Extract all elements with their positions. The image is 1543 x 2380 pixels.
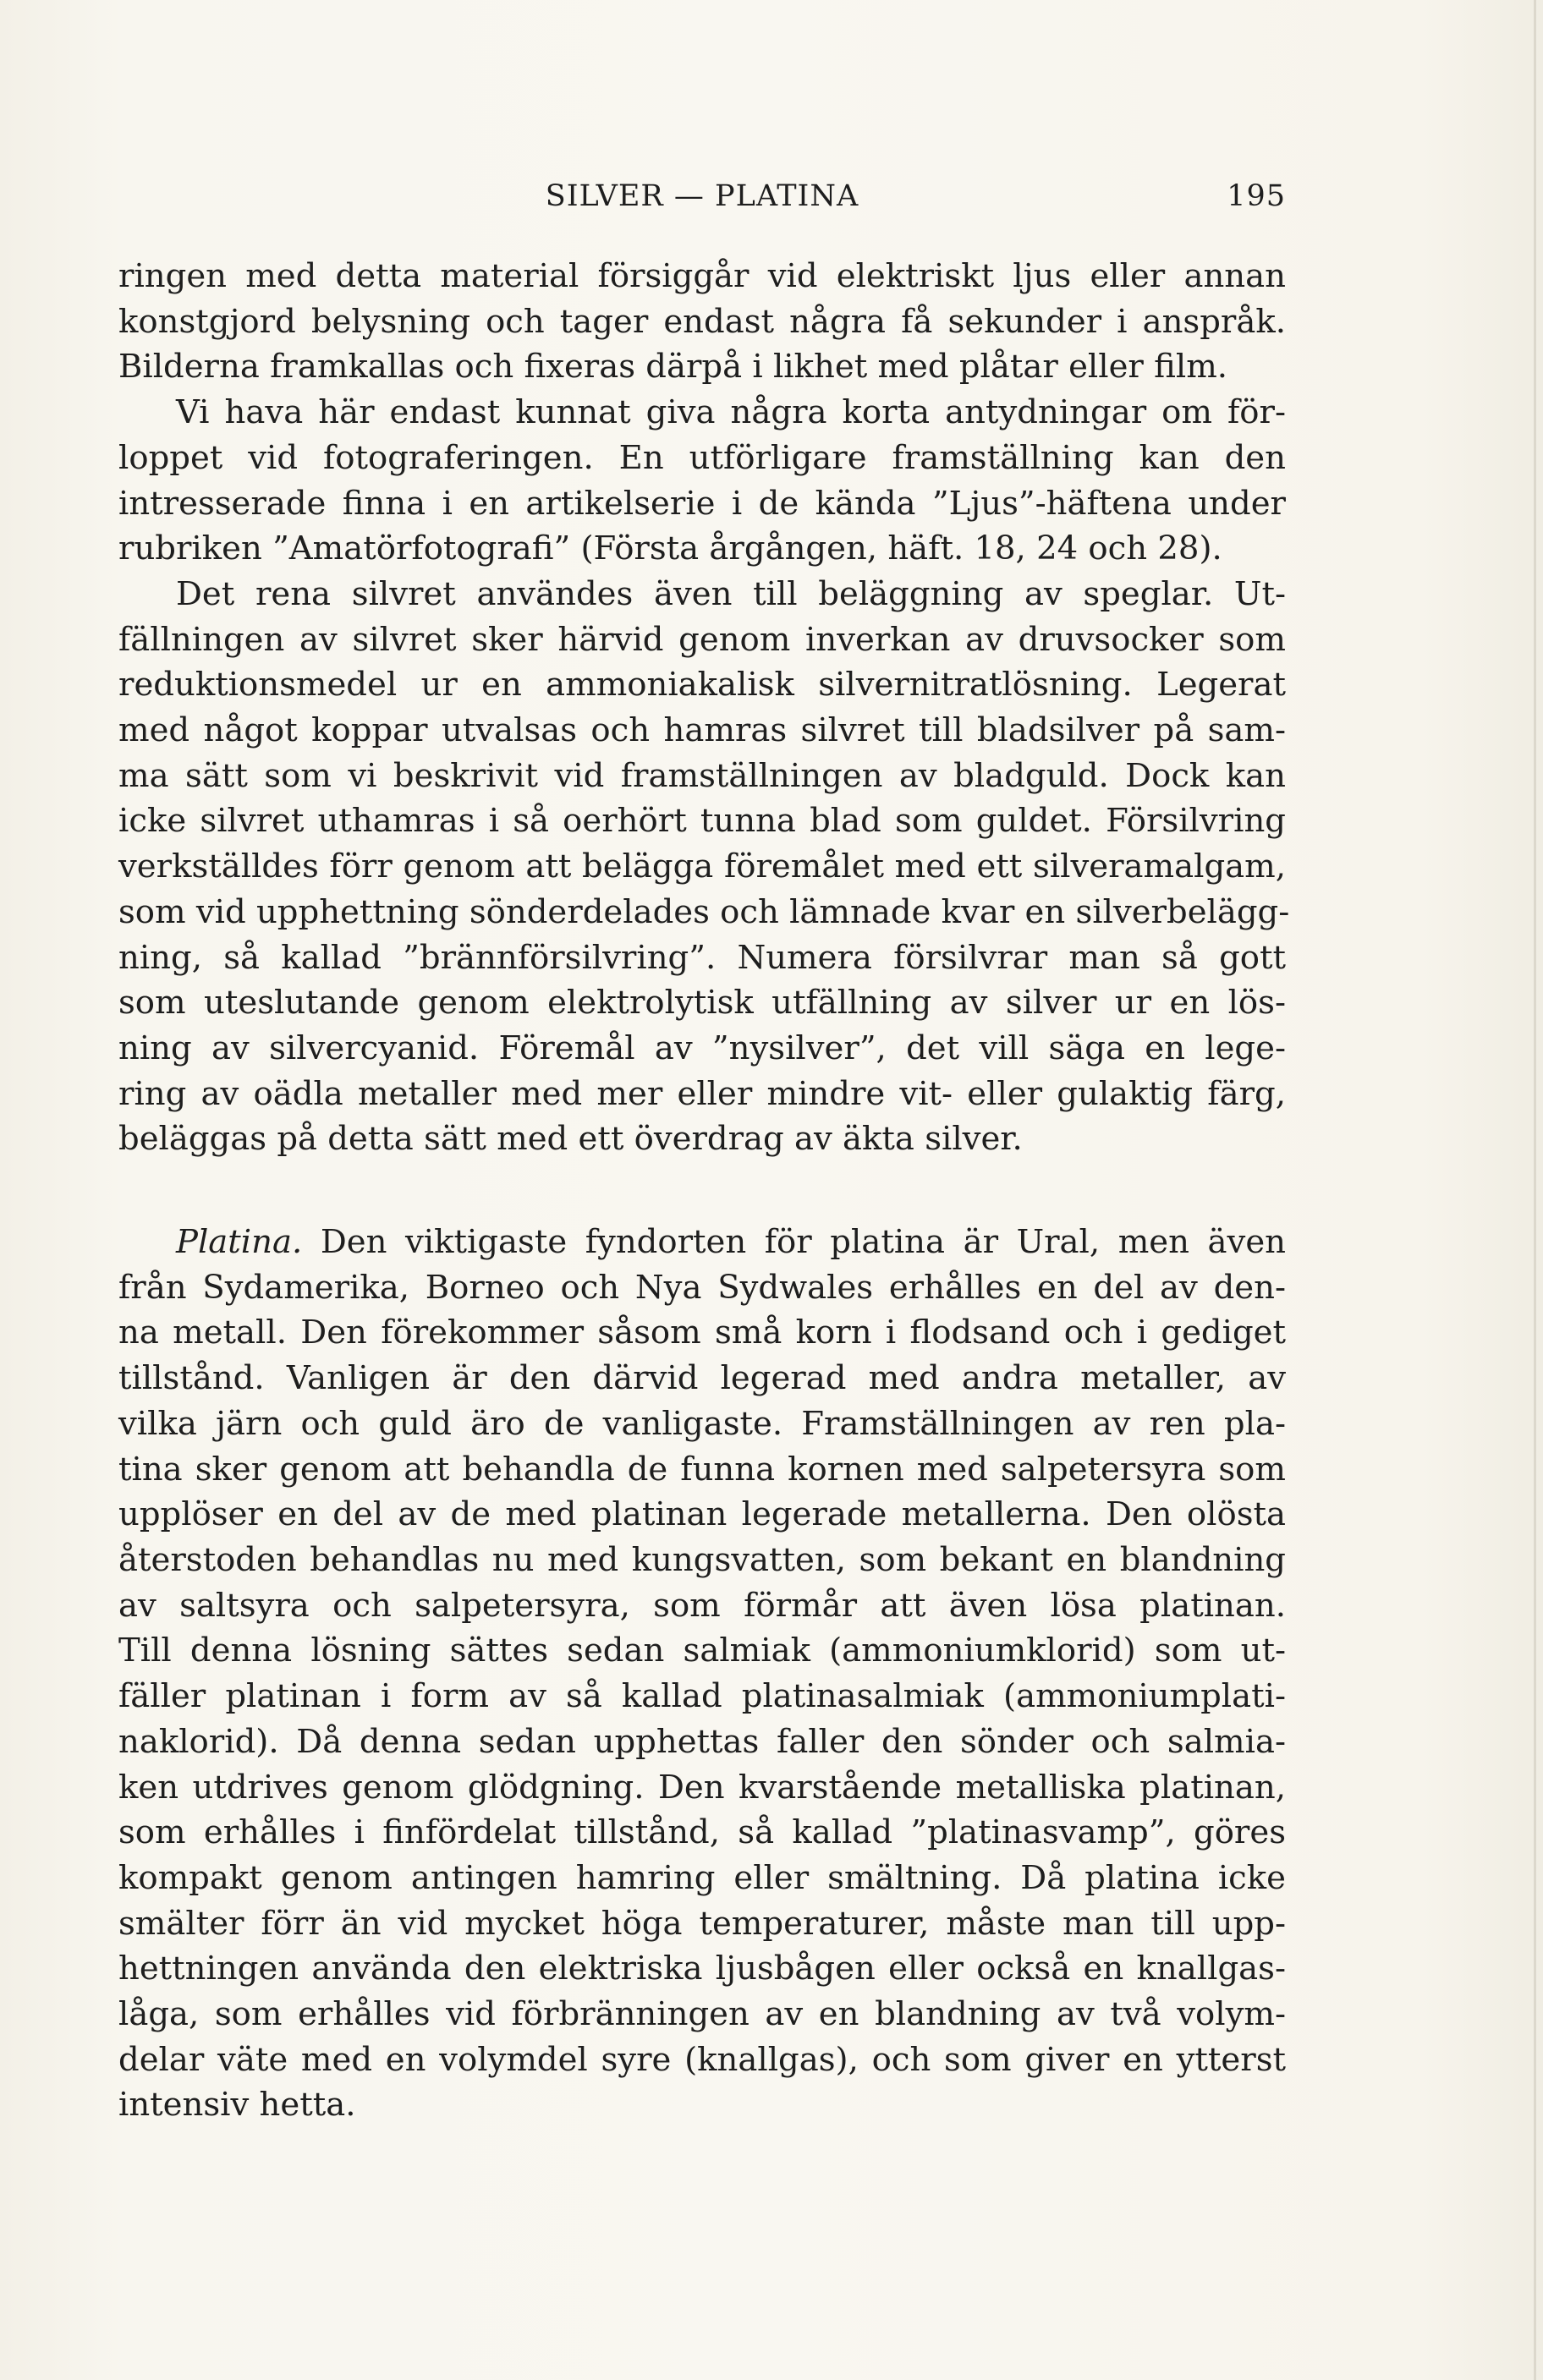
text-line: ning, så kallad ”brännförsilvring”. Numera försilvrar man så gott xyxy=(118,938,1286,977)
text-line: rubriken ”Amatörfotografi” (Första årgången, häft. 18, 24 och 28). xyxy=(118,529,1222,568)
text-line: tillstånd. Vanligen är den därvid legerad med andra metaller, av xyxy=(118,1359,1286,1398)
text-line: ma sätt som vi beskrivit vid framställningen av bladguld. Dock kan xyxy=(118,756,1286,795)
text-line: Vi hava här endast kunnat giva några korta antydningar om för- xyxy=(176,393,1286,432)
paragraph-silver-uses xyxy=(118,572,1290,1162)
text-line: kompakt genom antingen hamring eller smältning. Då platina icke xyxy=(118,1858,1286,1897)
text-line: Det rena silvret användes även till beläggning av speglar. Ut- xyxy=(176,574,1286,613)
text-line: som vid upphettning sönderdelades och lämnade kvar en silverbelägg- xyxy=(118,892,1290,931)
text-line: Platina. Den viktigaste fyndorten för platina är Ural, men även xyxy=(176,1223,1286,1262)
paragraph-platina xyxy=(118,1220,1286,2128)
page-edge-shadow xyxy=(1534,0,1536,2380)
text-line: konstgjord belysning och tager endast några få sekunder i anspråk. xyxy=(118,302,1286,341)
text-line: Till denna lösning sättes sedan salmiak (ammoniumklorid) som ut- xyxy=(118,1631,1286,1670)
text-line: na metall. Den förekommer såsom små korn i flodsand och i gediget xyxy=(118,1313,1286,1352)
text-line: smälter förr än vid mycket höga temperaturer, måste man till upp- xyxy=(118,1904,1286,1943)
text-line: upplöser en del av de med platinan legerade metallerna. Den olösta xyxy=(118,1495,1286,1534)
text-line: beläggas på detta sätt med ett överdrag av äkta silver. xyxy=(118,1120,1023,1159)
text-line: fäller platinan i form av så kallad platinasalmiak (ammoniumplati- xyxy=(118,1677,1286,1716)
text-line: med något koppar utvalsas och hamras silvret till bladsilver på sam- xyxy=(118,711,1286,750)
text-line: Bilderna framkallas och fixeras därpå i likhet med plåtar eller film. xyxy=(118,348,1228,387)
text-line: av saltsyra och salpetersyra, som förmår att även lösa platinan. xyxy=(118,1586,1286,1625)
body-text xyxy=(118,254,1290,2128)
text-line: som erhålles i finfördelat tillstånd, så kallad ”platinasvamp”, göres xyxy=(118,1813,1286,1852)
text-line: återstoden behandlas nu med kungsvatten, som bekant en blandning xyxy=(118,1540,1286,1579)
section-spacer xyxy=(118,1162,1286,1220)
text-line: reduktionsmedel ur en ammoniakalisk silvernitratlösning. Legerat xyxy=(118,666,1286,705)
text-line: från Sydamerika, Borneo och Nya Sydwales erhålles en del av den- xyxy=(118,1268,1286,1307)
text-line: hettningen använda den elektriska ljusbågen eller också en knallgas- xyxy=(118,1950,1286,1988)
text-line: låga, som erhålles vid förbränningen av en blandning av två volym- xyxy=(118,1995,1286,2034)
text-line: loppet vid fotograferingen. En utförligare framställning kan den xyxy=(118,438,1286,477)
text-line: vilka järn och guld äro de vanligaste. Framställningen av ren pla- xyxy=(118,1404,1286,1443)
text-line: ring av oädla metaller med mer eller mindre vit- eller gulaktig färg, xyxy=(118,1074,1286,1113)
text-line: ken utdrives genom glödgning. Den kvarstående metalliska platinan, xyxy=(118,1768,1286,1807)
text-line: fällningen av silvret sker härvid genom inverkan av druvsocker som xyxy=(118,620,1286,659)
paragraph-photo-development xyxy=(118,254,1286,390)
text-line: verkställdes förr genom att belägga föremålet med ett silveramalgam, xyxy=(118,847,1286,886)
text-line: ringen med detta material försiggår vid elektriskt ljus eller annan xyxy=(118,257,1286,295)
text-line: icke silvret uthamras i så oerhört tunna blad som guldet. Försilvring xyxy=(118,802,1286,841)
running-title: SILVER — PLATINA xyxy=(545,179,859,213)
text-line: tina sker genom att behandla de funna kornen med salpetersyra som xyxy=(118,1450,1286,1489)
text-line: ning av silvercyanid. Föremål av ”nysilver”, det vill säga en lege- xyxy=(118,1028,1286,1067)
text-line: delar väte med en volymdel syre (knallgas), och som giver en ytterst xyxy=(118,2040,1286,2079)
text-line: intresserade finna i en artikelserie i de kända ”Ljus”-häftena under xyxy=(118,484,1286,523)
paragraph-photography-note xyxy=(118,390,1286,572)
section-heading-platina: Platina. xyxy=(176,1223,303,1262)
text-line: intensiv hetta. xyxy=(118,2086,356,2125)
text-line: som uteslutande genom elektrolytisk utfällning av silver ur en lös- xyxy=(118,984,1286,1023)
running-head xyxy=(118,179,1286,213)
page-number: 195 xyxy=(1227,179,1286,213)
text-line: naklorid). Då denna sedan upphettas faller den sönder och salmia- xyxy=(118,1722,1286,1761)
